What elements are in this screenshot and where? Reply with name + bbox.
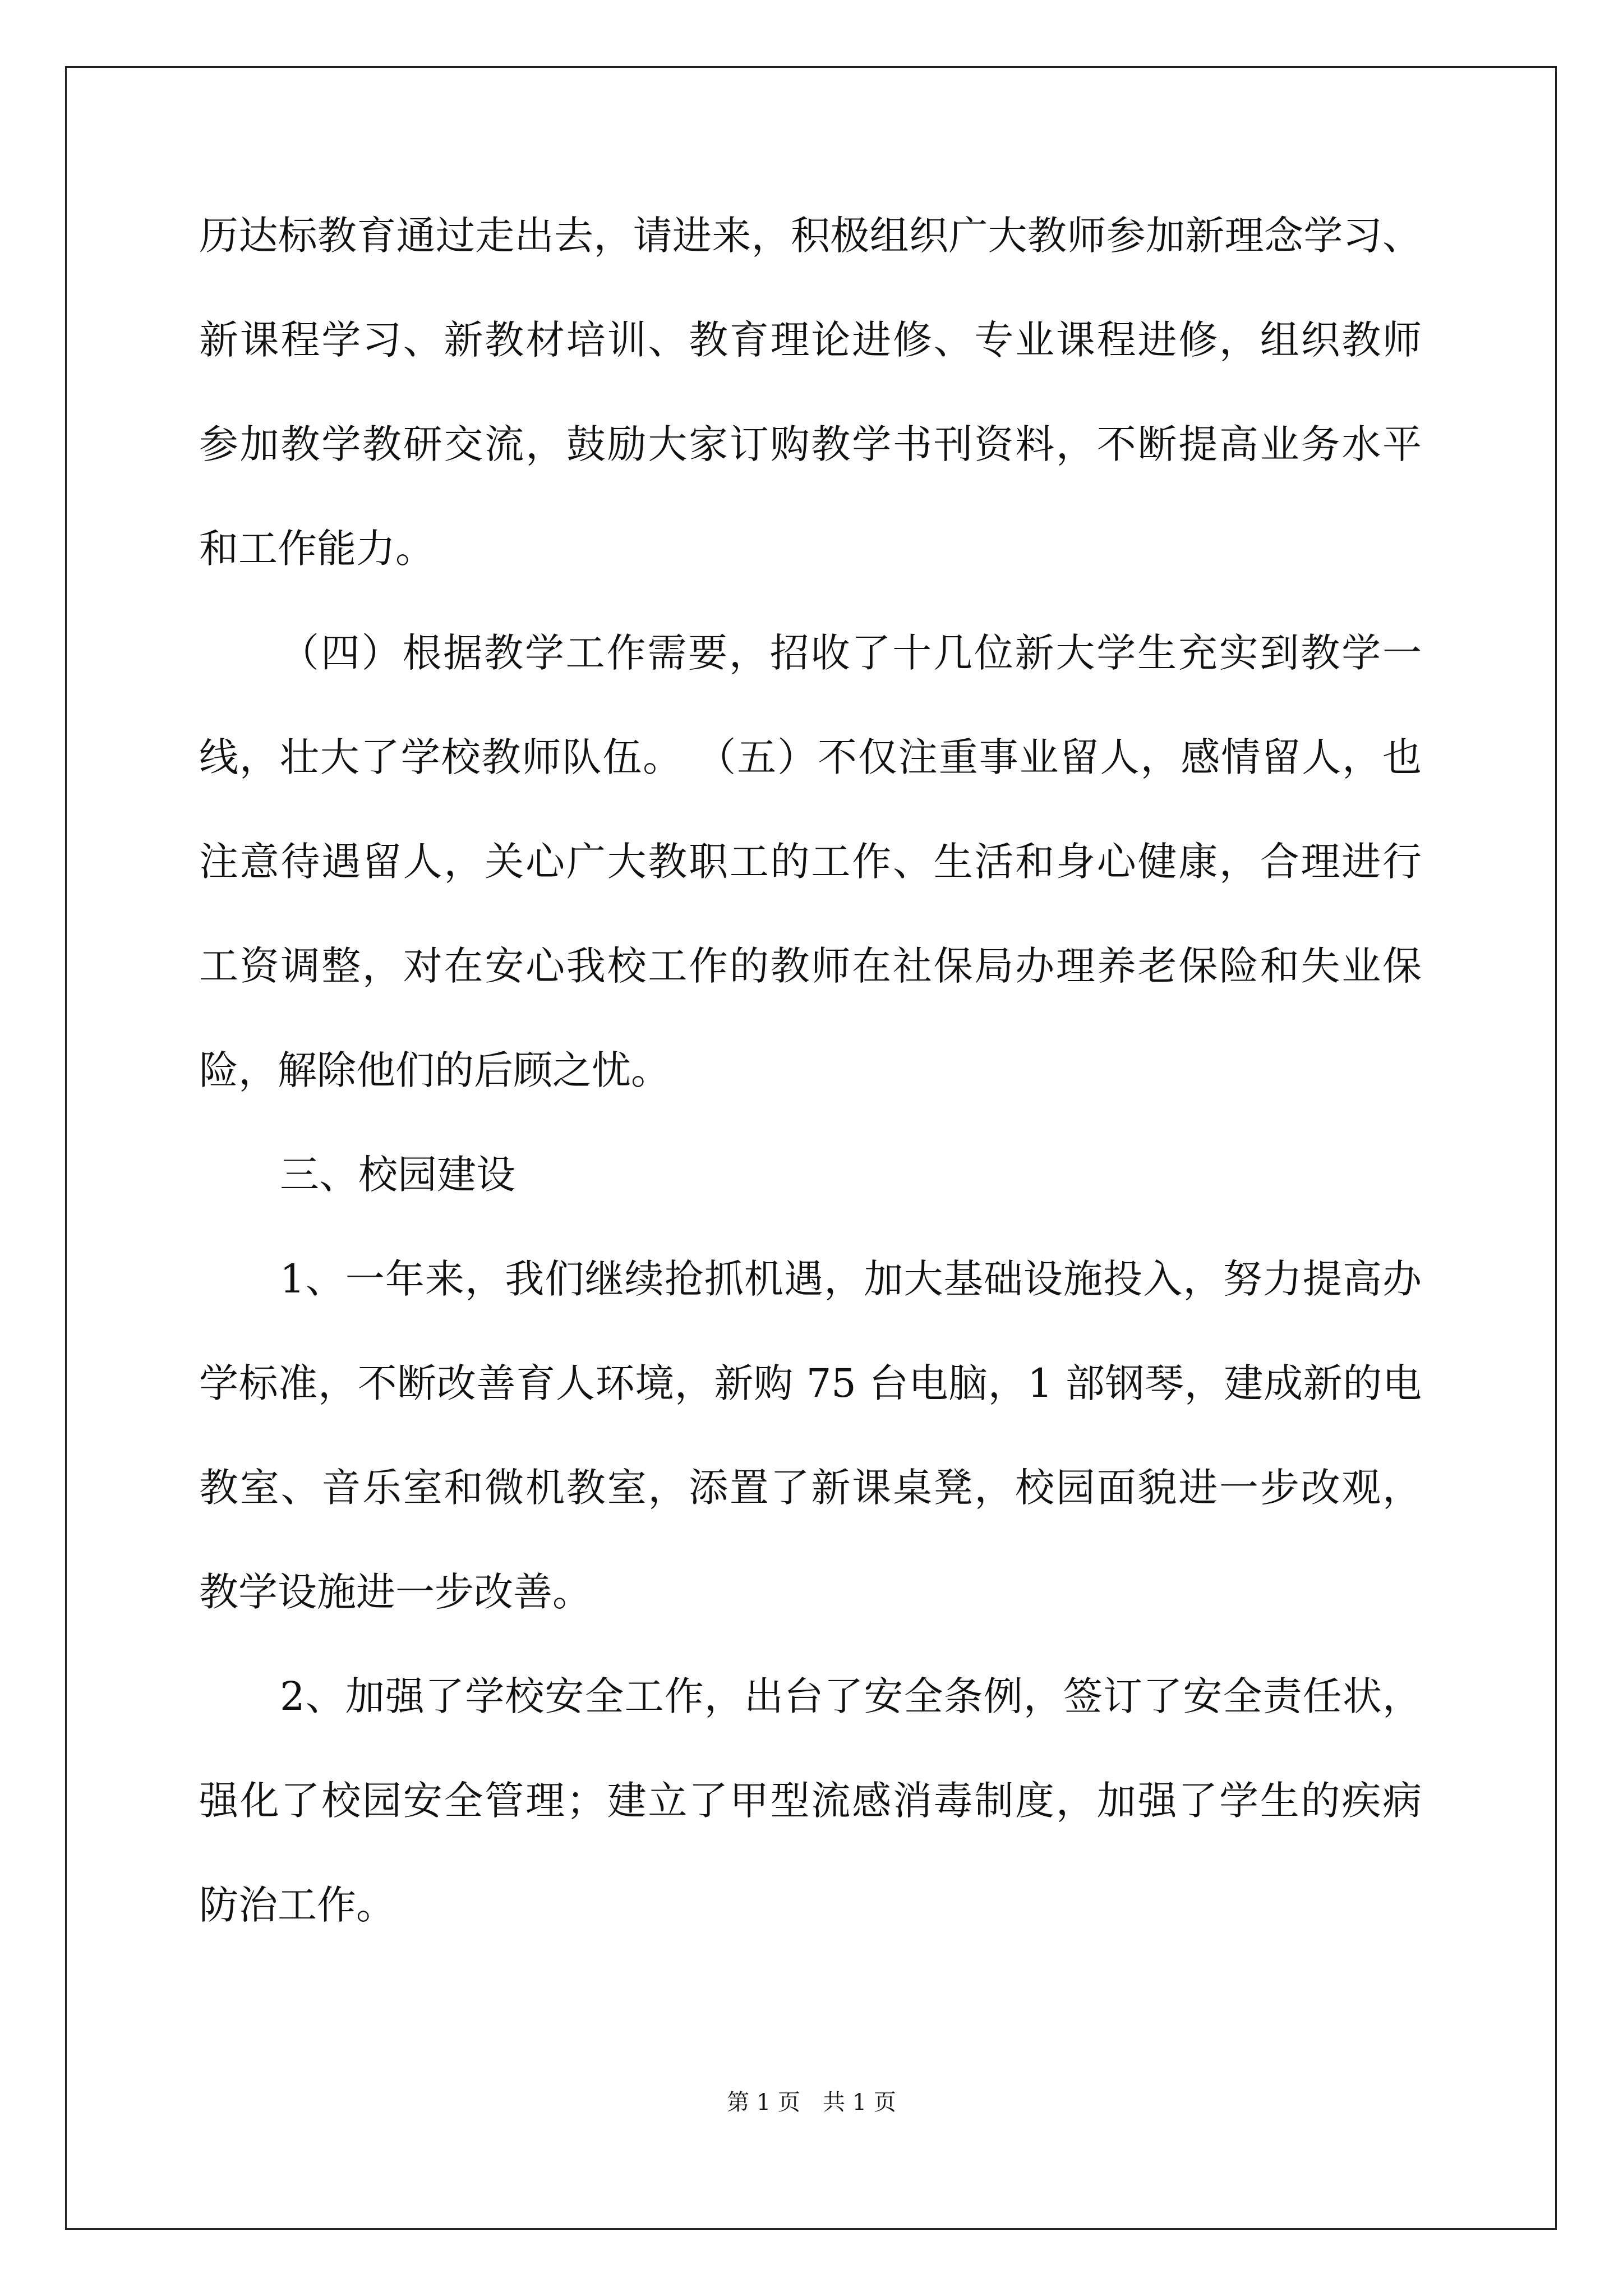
section-heading: 三、校园建设	[280, 1152, 515, 1198]
text-line: （四）根据教学工作需要，招收了十几位新大学生充实到教学一	[280, 630, 1422, 676]
text-line: 学标准，不断改善育人环境，新购 75 台电脑，1 部钢琴，建成新的电	[199, 1360, 1422, 1406]
text-line: 教室、音乐室和微机教室，添置了新课桌凳，校园面貌进一步改观，	[199, 1465, 1422, 1511]
text-line: 新课程学习、新教材培训、教育理论进修、专业课程进修，组织教师	[199, 317, 1422, 363]
text-line: 和工作能力。	[199, 526, 435, 572]
text-line: 教学设施进一步改善。	[199, 1569, 592, 1615]
text-line: 参加教学教研交流，鼓励大家订购教学书刊资料，不断提高业务水平	[199, 421, 1422, 467]
text-line: 注意待遇留人，关心广大教职工的工作、生活和身心健康，合理进行	[199, 839, 1422, 885]
text-line: 1、一年来，我们继续抢抓机遇，加大基础设施投入，努力提高办	[280, 1256, 1422, 1302]
page-number-footer: 第 1 页 共 1 页	[727, 2090, 896, 2115]
text-line: 强化了校园安全管理；建立了甲型流感消毒制度，加强了学生的疾病	[199, 1778, 1422, 1824]
text-line: 防治工作。	[199, 1882, 395, 1928]
text-line: 线，壮大了学校教师队伍。 （五）不仅注重事业留人，感情留人，也	[199, 734, 1422, 780]
text-line: 2、加强了学校安全工作，出台了安全条例，签订了安全责任状，	[280, 1673, 1422, 1719]
text-line: 险，解除他们的后顾之忧。	[199, 1047, 670, 1093]
text-line: 工资调整，对在安心我校工作的教师在社保局办理养老保险和失业保	[199, 943, 1422, 989]
text-line: 历达标教育通过走出去，请进来，积极组织广大教师参加新理念学习、	[199, 213, 1422, 259]
